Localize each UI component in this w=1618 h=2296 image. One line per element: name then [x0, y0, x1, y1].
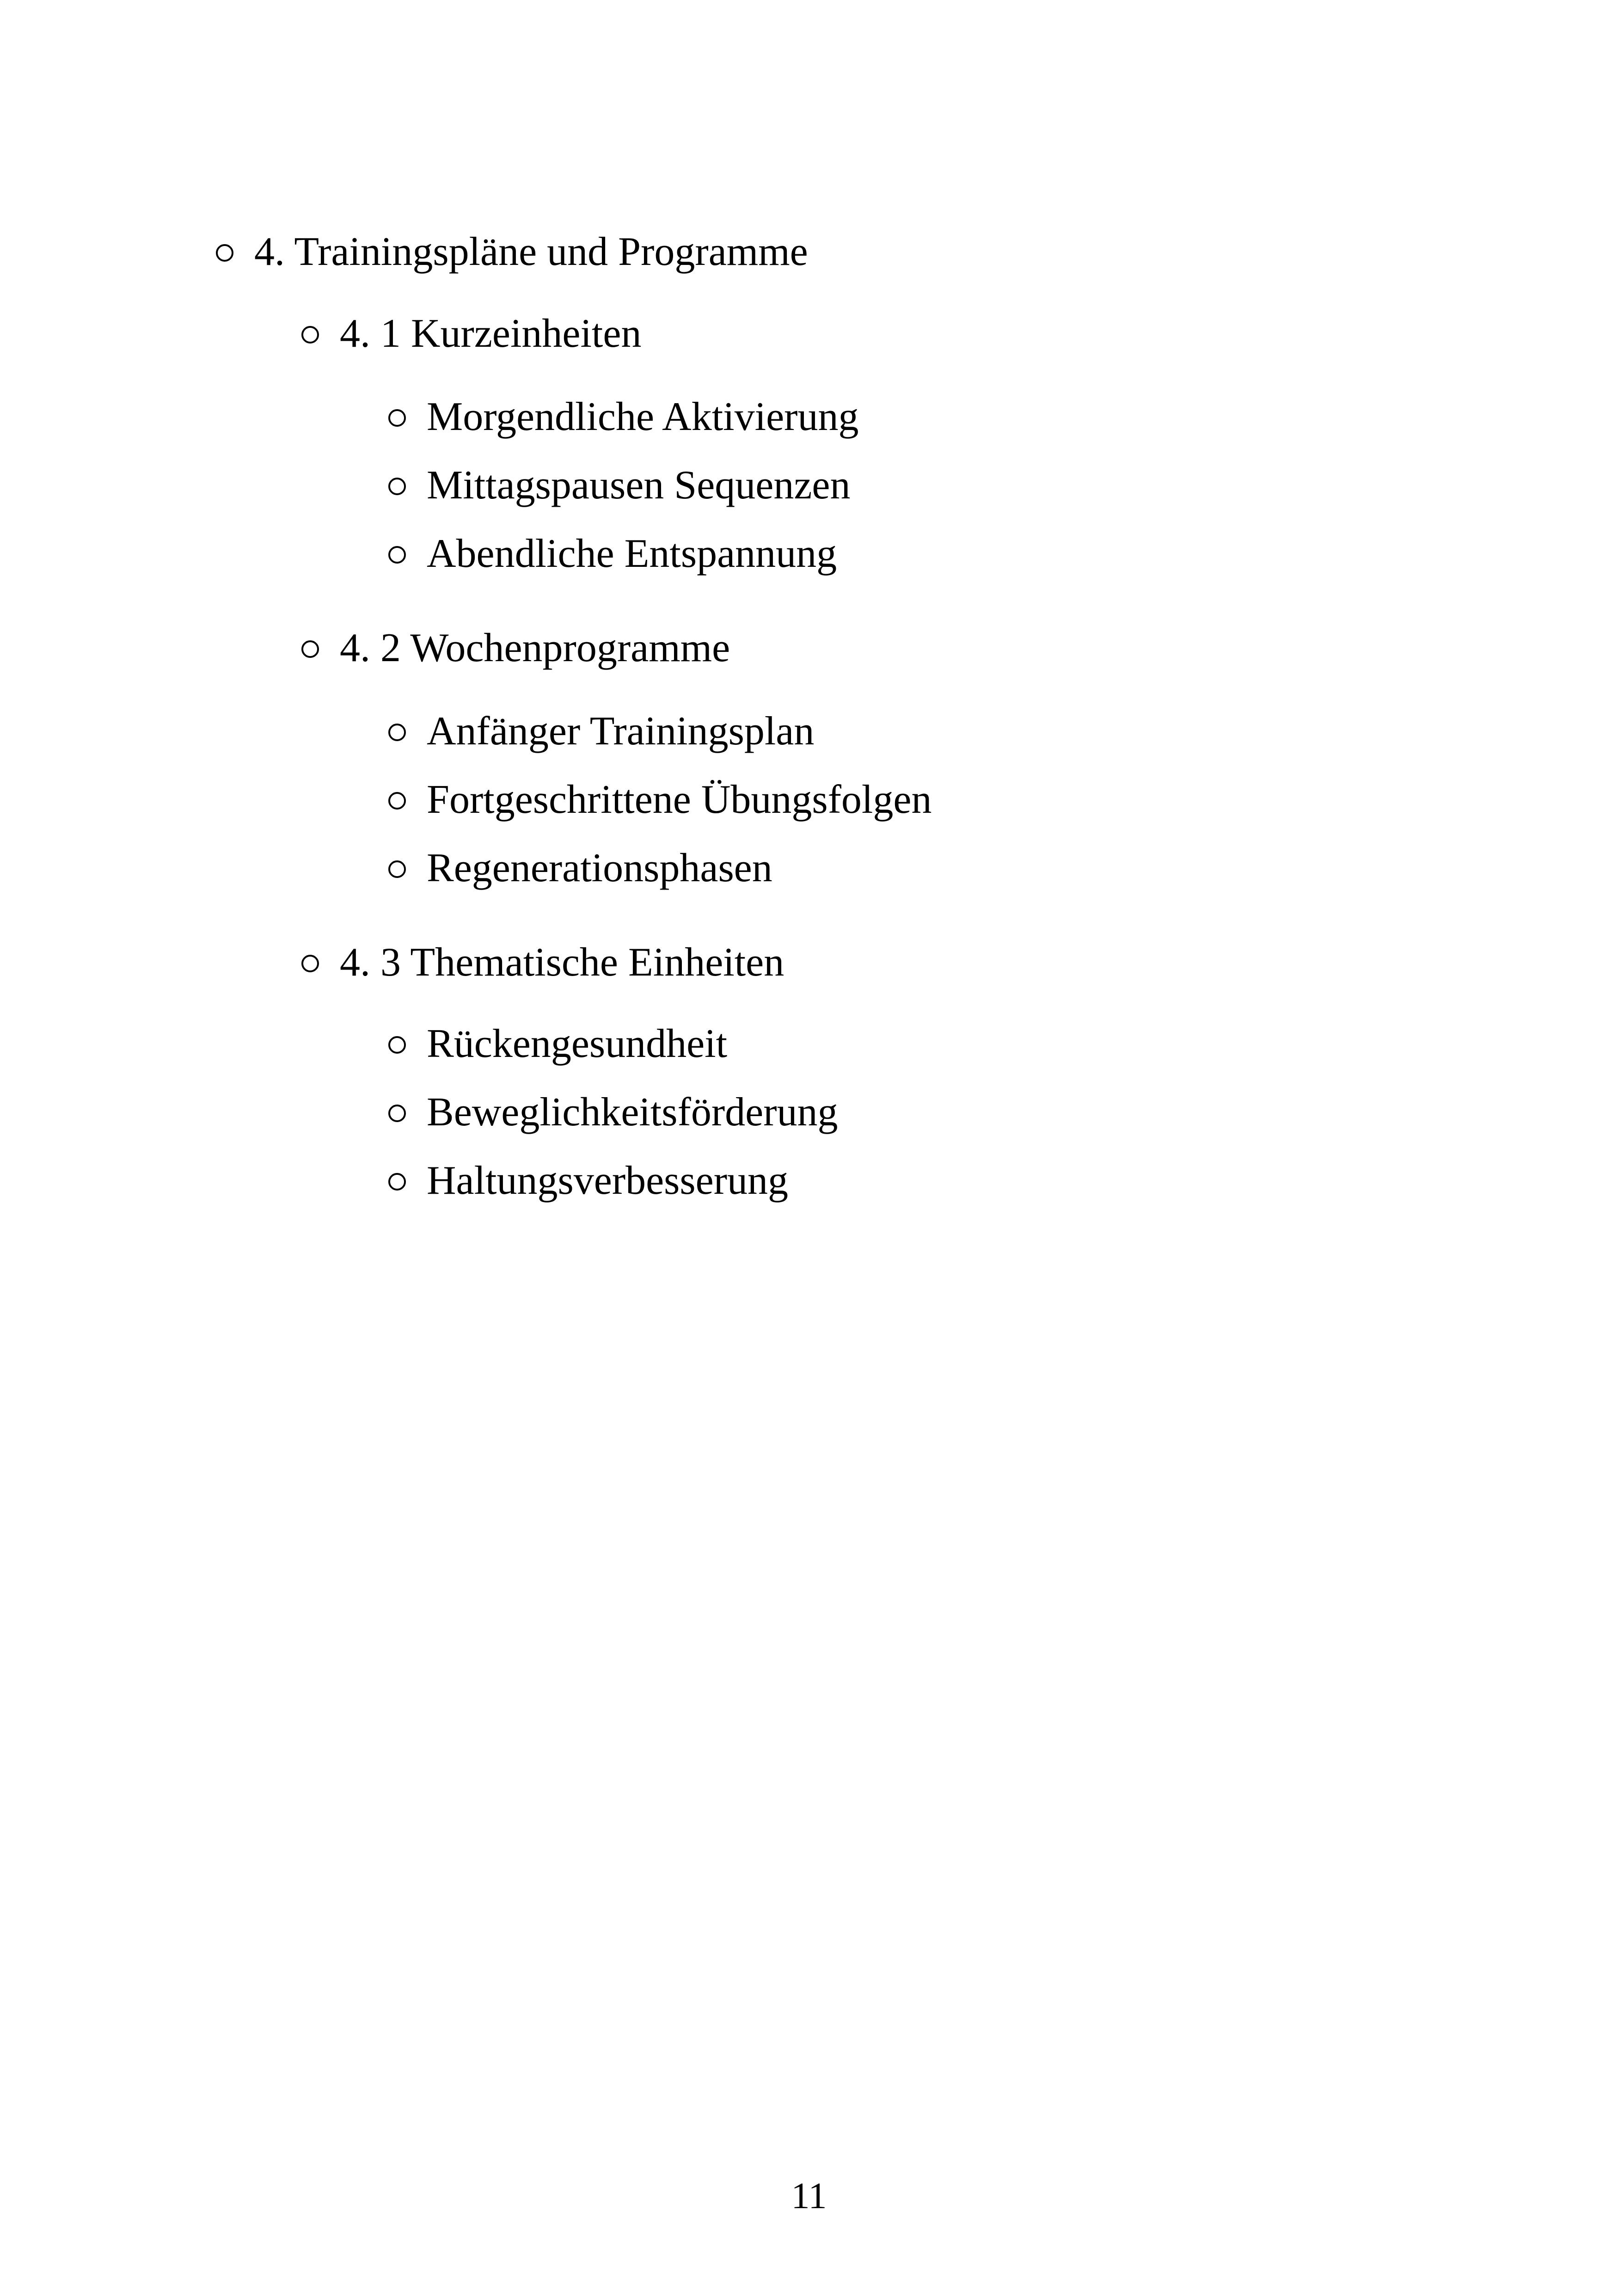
hollow-circle-bullet-icon	[301, 955, 319, 972]
hollow-circle-bullet-icon	[388, 1036, 406, 1054]
hollow-circle-bullet-icon	[388, 792, 406, 810]
outline-item-label: Fortgeschrittene Übungsfolgen	[427, 777, 932, 822]
hollow-circle-bullet-icon	[301, 640, 319, 658]
outline-item	[388, 531, 837, 577]
hollow-circle-bullet-icon	[388, 409, 406, 427]
outline-item	[388, 462, 850, 509]
outline-section-4	[216, 229, 808, 275]
outline-item	[388, 1089, 838, 1136]
outline-item	[388, 1021, 727, 1067]
outline-item-label: Haltungsverbesserung	[427, 1158, 789, 1203]
outline-subsection-4-3	[301, 939, 784, 986]
outline-item-label: Anfänger Trainingsplan	[427, 709, 815, 754]
outline-item-label: Mittagspausen Sequenzen	[427, 463, 851, 508]
outline-item-label: Morgendliche Aktivierung	[427, 394, 859, 439]
outline-subsection-4-1	[301, 311, 641, 357]
outline-item-label: Rückengesundheit	[427, 1021, 728, 1066]
subsection-title: 4. 1 Kurzeinheiten	[340, 311, 642, 356]
hollow-circle-bullet-icon	[388, 1173, 406, 1191]
subsection-title: 4. 3 Thematische Einheiten	[340, 940, 784, 985]
outline-item	[388, 1158, 788, 1204]
hollow-circle-bullet-icon	[388, 724, 406, 741]
hollow-circle-bullet-icon	[388, 1105, 406, 1122]
subsection-title: 4. 2 Wochenprogramme	[340, 626, 730, 670]
outline-item-label: Abendliche Entspannung	[427, 531, 837, 576]
outline-item	[388, 845, 772, 891]
outline-item-label: Regenerationsphasen	[427, 846, 772, 890]
outline-subsection-4-2	[301, 625, 730, 671]
hollow-circle-bullet-icon	[388, 478, 406, 495]
page-number: 11	[791, 2176, 827, 2216]
hollow-circle-bullet-icon	[388, 860, 406, 878]
hollow-circle-bullet-icon	[216, 244, 233, 262]
hollow-circle-bullet-icon	[301, 326, 319, 344]
section-title: 4. Trainingspläne und Programme	[254, 229, 808, 274]
outline-item	[388, 777, 932, 823]
outline-item-label: Beweglichkeitsförderung	[427, 1090, 838, 1135]
outline-item	[388, 708, 814, 755]
hollow-circle-bullet-icon	[388, 546, 406, 564]
outline-item	[388, 394, 858, 440]
